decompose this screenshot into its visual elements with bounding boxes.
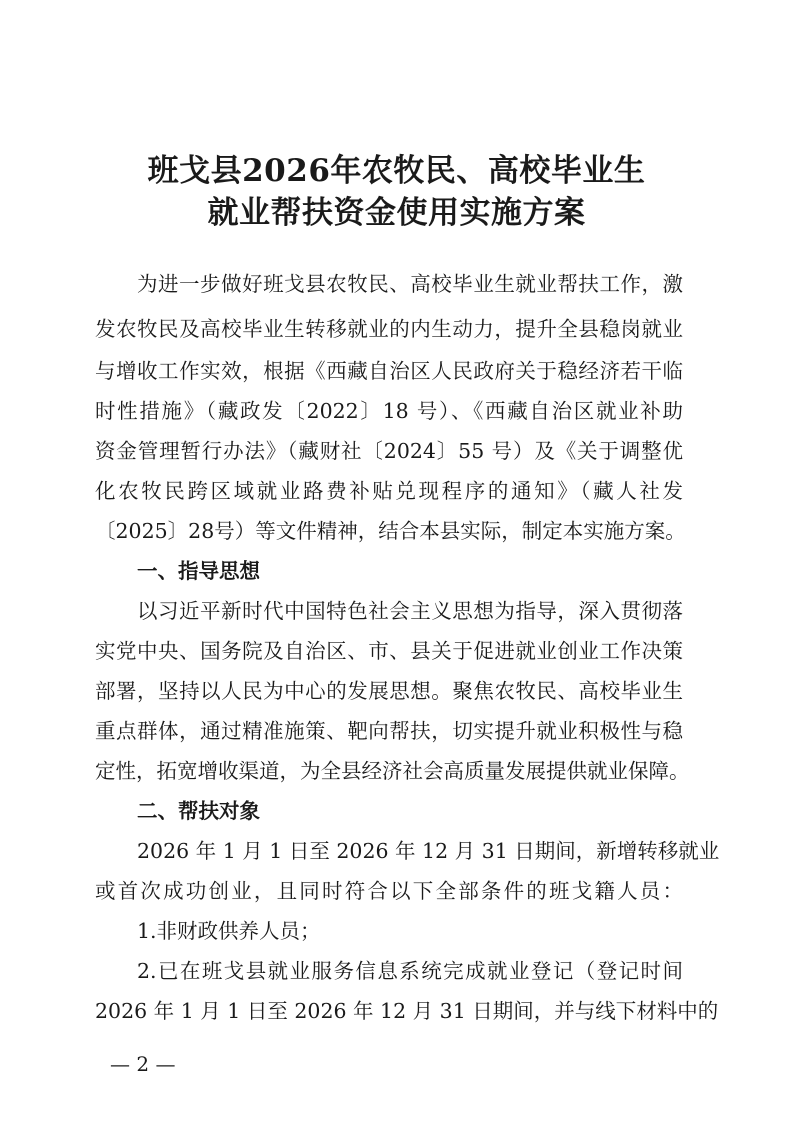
intro-line: 化农牧民跨区域就业路费补贴兑现程序的通知》（藏人社发 <box>95 479 683 503</box>
section1-line: 定性，拓宽增收渠道，为全县经济社会高质量发展提供就业保障。 <box>95 759 690 783</box>
section1-line: 以习近平新时代中国特色社会主义思想为指导，深入贯彻落 <box>137 599 683 623</box>
document-title-line-1: 班戈县2026年农牧民、高校毕业生 <box>147 153 646 189</box>
section-heading-target-groups: 二、帮扶对象 <box>137 799 260 823</box>
section1-line: 重点群体，通过精准施策、靶向帮扶，切实提升就业积极性与稳 <box>95 719 683 743</box>
intro-line: 〔2025〕28号）等文件精神，结合本县实际，制定本实施方案。 <box>95 519 686 543</box>
intro-line: 资金管理暂行办法》（藏财社〔2024〕55 号）及《关于调整优 <box>95 439 683 463</box>
section1-line: 部署，坚持以人民为中心的发展思想。聚焦农牧民、高校毕业生 <box>95 679 683 703</box>
document-title-line-2: 就业帮扶资金使用实施方案 <box>207 195 586 231</box>
page-number: — 2 — <box>110 1052 176 1076</box>
section2-line: 2026 年 1 月 1 日至 2026 年 12 月 31 日期间，新增转移就业 <box>137 839 720 863</box>
condition-item-2-line: 2.已在班戈县就业服务信息系统完成就业登记（登记时间 <box>137 959 683 983</box>
section-heading-guiding-ideology: 一、指导思想 <box>137 559 260 583</box>
section1-line: 实党中央、国务院及自治区、市、县关于促进就业创业工作决策 <box>95 639 683 663</box>
condition-item-1: 1.非财政供养人员； <box>137 919 321 943</box>
intro-line: 时性措施》（藏政发〔2022〕18 号）、《西藏自治区就业补助 <box>95 399 683 423</box>
intro-line: 与增收工作实效，根据《西藏自治区人民政府关于稳经济若干临 <box>95 359 683 383</box>
condition-item-2-line: 2026 年 1 月 1 日至 2026 年 12 月 31 日期间，并与线下材料中的 <box>95 999 719 1023</box>
section2-line: 或首次成功创业，且同时符合以下全部条件的班戈籍人员： <box>95 879 683 903</box>
intro-line: 为进一步做好班戈县农牧民、高校毕业生就业帮扶工作，激 <box>137 272 683 296</box>
intro-line: 发农牧民及高校毕业生转移就业的内生动力，提升全县稳岗就业 <box>95 317 683 341</box>
